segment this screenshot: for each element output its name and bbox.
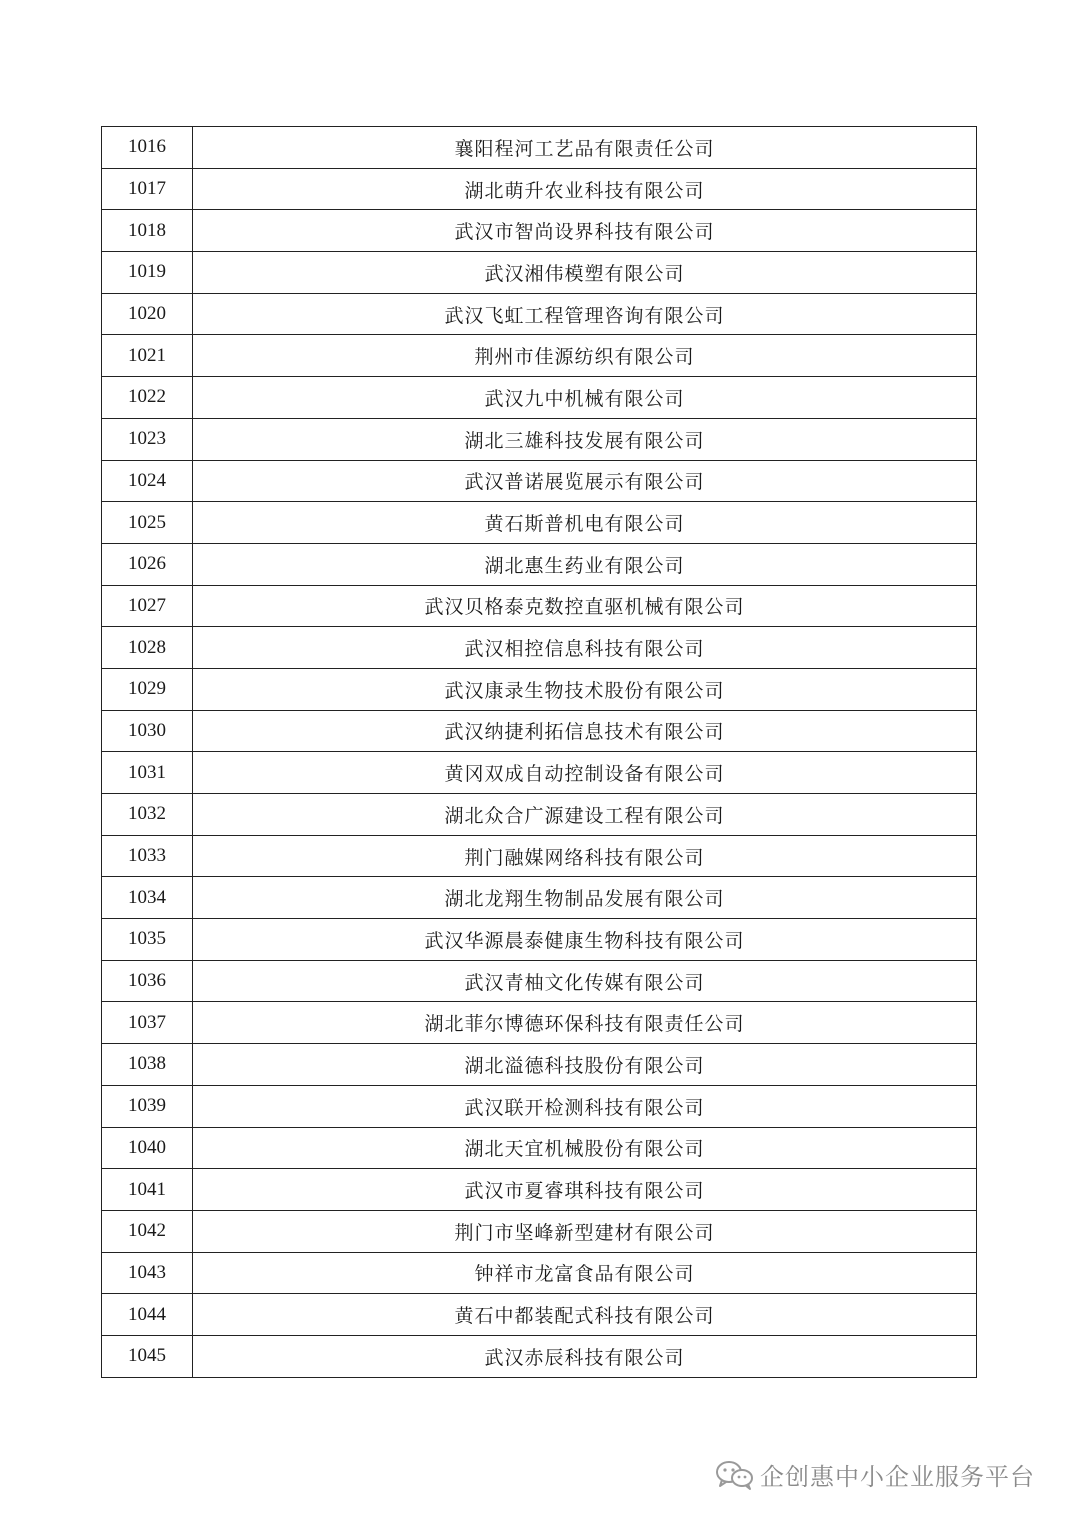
table-row (102, 1002, 977, 1044)
table-row (102, 627, 977, 669)
row-number-cell: 1033 (102, 835, 193, 877)
row-number-cell: 1024 (102, 460, 193, 502)
row-number-cell: 1019 (102, 252, 193, 294)
company-name-cell: 湖北三雄科技发展有限公司 (193, 418, 977, 460)
company-name-cell: 武汉纳捷利拓信息技术有限公司 (193, 710, 977, 752)
company-name-cell: 钟祥市龙富食品有限公司 (193, 1252, 977, 1294)
table-row (102, 1252, 977, 1294)
row-number-cell: 1028 (102, 627, 193, 669)
company-name-cell: 黄冈双成自动控制设备有限公司 (193, 752, 977, 794)
row-number-cell: 1021 (102, 335, 193, 377)
row-number-cell: 1042 (102, 1210, 193, 1252)
table-row (102, 335, 977, 377)
table-row (102, 502, 977, 544)
row-number-cell: 1045 (102, 1335, 193, 1377)
row-number-cell: 1035 (102, 919, 193, 961)
row-number-cell: 1016 (102, 127, 193, 169)
company-name-cell: 武汉相控信息科技有限公司 (193, 627, 977, 669)
company-name-cell: 湖北萌升农业科技有限公司 (193, 168, 977, 210)
row-number-cell: 1022 (102, 377, 193, 419)
company-name-cell: 武汉赤辰科技有限公司 (193, 1335, 977, 1377)
company-name-cell: 湖北惠生药业有限公司 (193, 543, 977, 585)
company-name-cell: 武汉贝格泰克数控直驱机械有限公司 (193, 585, 977, 627)
table-row (102, 418, 977, 460)
watermark-text: 企创惠中小企业服务平台 (760, 1463, 1035, 1491)
company-name-cell: 黄石中都装配式科技有限公司 (193, 1294, 977, 1336)
row-number-cell: 1039 (102, 1085, 193, 1127)
wechat-icon (714, 1459, 756, 1491)
company-name-cell: 武汉青柚文化传媒有限公司 (193, 960, 977, 1002)
table-row (102, 668, 977, 710)
row-number-cell: 1038 (102, 1044, 193, 1086)
watermark (714, 1457, 1035, 1492)
table-row (102, 252, 977, 294)
company-name-cell: 武汉市智尚设界科技有限公司 (193, 210, 977, 252)
row-number-cell: 1027 (102, 585, 193, 627)
row-number-cell: 1025 (102, 502, 193, 544)
company-name-cell: 武汉康录生物技术股份有限公司 (193, 668, 977, 710)
table-row (102, 960, 977, 1002)
company-name-cell: 武汉九中机械有限公司 (193, 377, 977, 419)
company-name-cell: 武汉湘伟模塑有限公司 (193, 252, 977, 294)
table-row (102, 794, 977, 836)
row-number-cell: 1031 (102, 752, 193, 794)
row-number-cell: 1041 (102, 1169, 193, 1211)
table-row (102, 877, 977, 919)
company-name-cell: 湖北菲尔博德环保科技有限责任公司 (193, 1002, 977, 1044)
row-number-cell: 1029 (102, 668, 193, 710)
row-number-cell: 1026 (102, 543, 193, 585)
table-row (102, 835, 977, 877)
row-number-cell: 1020 (102, 293, 193, 335)
table-row (102, 1127, 977, 1169)
company-name-cell: 武汉联开检测科技有限公司 (193, 1085, 977, 1127)
row-number-cell: 1037 (102, 1002, 193, 1044)
row-number-cell: 1034 (102, 877, 193, 919)
table-row (102, 377, 977, 419)
table-row (102, 1210, 977, 1252)
table-row (102, 1085, 977, 1127)
table-row (102, 710, 977, 752)
row-number-cell: 1018 (102, 210, 193, 252)
table-row (102, 127, 977, 169)
table-body (102, 127, 977, 1378)
company-name-cell: 湖北众合广源建设工程有限公司 (193, 794, 977, 836)
table-row (102, 1294, 977, 1336)
company-name-cell: 武汉华源晨泰健康生物科技有限公司 (193, 919, 977, 961)
company-name-cell: 襄阳程河工艺品有限责任公司 (193, 127, 977, 169)
company-name-cell: 湖北天宜机械股份有限公司 (193, 1127, 977, 1169)
company-name-cell: 荆门融媒网络科技有限公司 (193, 835, 977, 877)
table-row (102, 585, 977, 627)
company-name-cell: 湖北溢德科技股份有限公司 (193, 1044, 977, 1086)
row-number-cell: 1030 (102, 710, 193, 752)
row-number-cell: 1040 (102, 1127, 193, 1169)
row-number-cell: 1036 (102, 960, 193, 1002)
table-row (102, 460, 977, 502)
company-name-cell: 荆州市佳源纺织有限公司 (193, 335, 977, 377)
table-row (102, 1169, 977, 1211)
row-number-cell: 1023 (102, 418, 193, 460)
table-row (102, 752, 977, 794)
row-number-cell: 1043 (102, 1252, 193, 1294)
company-name-cell: 武汉普诺展览展示有限公司 (193, 460, 977, 502)
table-row (102, 293, 977, 335)
company-list-table (101, 126, 977, 1378)
company-name-cell: 武汉市夏睿琪科技有限公司 (193, 1169, 977, 1211)
company-name-cell: 湖北龙翔生物制品发展有限公司 (193, 877, 977, 919)
table-row (102, 1335, 977, 1377)
company-name-cell: 黄石斯普机电有限公司 (193, 502, 977, 544)
row-number-cell: 1044 (102, 1294, 193, 1336)
table-row (102, 1044, 977, 1086)
company-name-cell: 荆门市坚峰新型建材有限公司 (193, 1210, 977, 1252)
table-row (102, 168, 977, 210)
table-row (102, 210, 977, 252)
table-row (102, 543, 977, 585)
table-row (102, 919, 977, 961)
company-name-cell: 武汉飞虹工程管理咨询有限公司 (193, 293, 977, 335)
row-number-cell: 1017 (102, 168, 193, 210)
row-number-cell: 1032 (102, 794, 193, 836)
